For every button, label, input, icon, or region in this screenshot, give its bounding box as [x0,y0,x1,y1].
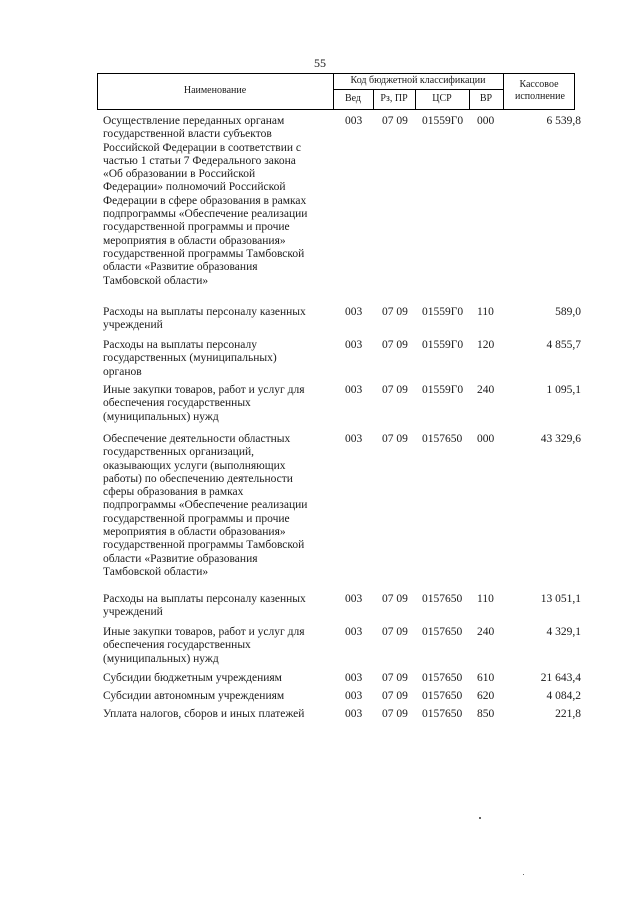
row-name: Расходы на выплаты персоналу казенных учреждений [103,593,306,619]
header-amount: Кассовое исполнение [515,79,565,102]
row-amount: 6 539,8 [546,115,581,127]
scan-speck [523,874,524,875]
row-vr: 000 [477,115,495,127]
row-vr: 610 [477,672,495,684]
row-ved: 003 [345,708,363,720]
row-rz-pr: 07 09 [382,593,408,605]
row-amount: 589,0 [555,306,581,318]
row-name: Иные закупки товаров, работ и услуг для обеспечения государственных (муниципальных) нужд [103,384,305,423]
page-number: 55 [314,56,326,70]
header-name: Наименование [183,85,247,96]
row-name: Осуществление переданных органам государственной власти субъектов Российской Федерации в соответствии с частью 1 статьи 7 Федерального закона «Об образовании в Российской Федерации» полномочий Российской Федерации в сфере образования в рамках подпрограммы «Обеспечение реализации государственной программы и прочие мероприятия в области образования» государственной программы Тамбовской области «Развитие образования Тамбовской области» [103,115,308,287]
row-csr: 0157650 [422,708,463,720]
row-name: Субсидии бюджетным учреждениям [103,672,282,684]
row-csr: 01559Г0 [422,115,464,127]
row-rz-pr: 07 09 [382,384,408,396]
row-csr: 01559Г0 [422,306,464,318]
row-vr: 620 [477,690,495,702]
row-name: Субсидии автономным учреждениям [103,690,285,702]
row-vr: 120 [477,339,495,351]
row-vr: 240 [477,384,495,396]
row-vr: 110 [477,593,494,605]
scan-speck [479,817,481,819]
row-amount: 4 084,2 [546,690,581,702]
row-amount: 21 643,4 [540,672,581,684]
row-ved: 003 [345,672,363,684]
row-amount: 221,8 [555,708,581,720]
header-vr: ВР [479,93,493,104]
header-code-group: Код бюджетной классификации [350,75,486,86]
row-ved: 003 [345,384,363,396]
row-name: Уплата налогов, сборов и иных платежей [103,708,305,720]
row-ved: 003 [345,433,363,445]
row-vr: 240 [477,626,495,638]
row-amount: 43 329,6 [540,433,581,445]
row-csr: 0157650 [422,433,463,445]
row-ved: 003 [345,626,363,638]
row-csr: 0157650 [422,593,463,605]
row-csr: 0157650 [422,690,463,702]
row-ved: 003 [345,593,363,605]
row-csr: 0157650 [422,626,463,638]
row-ved: 003 [345,115,363,127]
row-csr: 01559Г0 [422,384,464,396]
row-rz-pr: 07 09 [382,433,408,445]
row-rz-pr: 07 09 [382,306,408,318]
row-rz-pr: 07 09 [382,690,408,702]
row-amount: 4 855,7 [546,339,581,351]
row-name: Расходы на выплаты персоналу казенных учреждений [103,306,306,332]
row-rz-pr: 07 09 [382,672,408,684]
row-name: Иные закупки товаров, работ и услуг для обеспечения государственных (муниципальных) нужд [103,626,305,665]
row-vr: 850 [477,708,495,720]
row-csr: 0157650 [422,672,463,684]
row-amount: 4 329,1 [546,626,581,638]
header-csr: ЦСР [432,93,452,104]
header-ved: Вед [344,93,362,104]
row-csr: 01559Г0 [422,339,464,351]
row-rz-pr: 07 09 [382,708,408,720]
row-rz-pr: 07 09 [382,339,408,351]
header-rz-pr: Рз, ПР [380,93,408,104]
row-amount: 1 095,1 [546,384,581,396]
row-name: Расходы на выплаты персоналу государственных (муниципальных) органов [103,339,277,378]
row-vr: 000 [477,433,495,445]
row-amount: 13 051,1 [540,593,581,605]
row-vr: 110 [477,306,494,318]
row-name: Обеспечение деятельности областных государственных организаций, оказывающих услуги (выполняющих работы) по обеспечению деятельности сферы образования в рамках подпрограммы «Обеспечение реализации государственной программы и прочие мероприятия в области образования» государственной программы Тамбовской области «Развитие образования Тамбовской области» [103,433,308,578]
row-ved: 003 [345,339,363,351]
row-ved: 003 [345,690,363,702]
row-rz-pr: 07 09 [382,626,408,638]
row-ved: 003 [345,306,363,318]
row-rz-pr: 07 09 [382,115,408,127]
